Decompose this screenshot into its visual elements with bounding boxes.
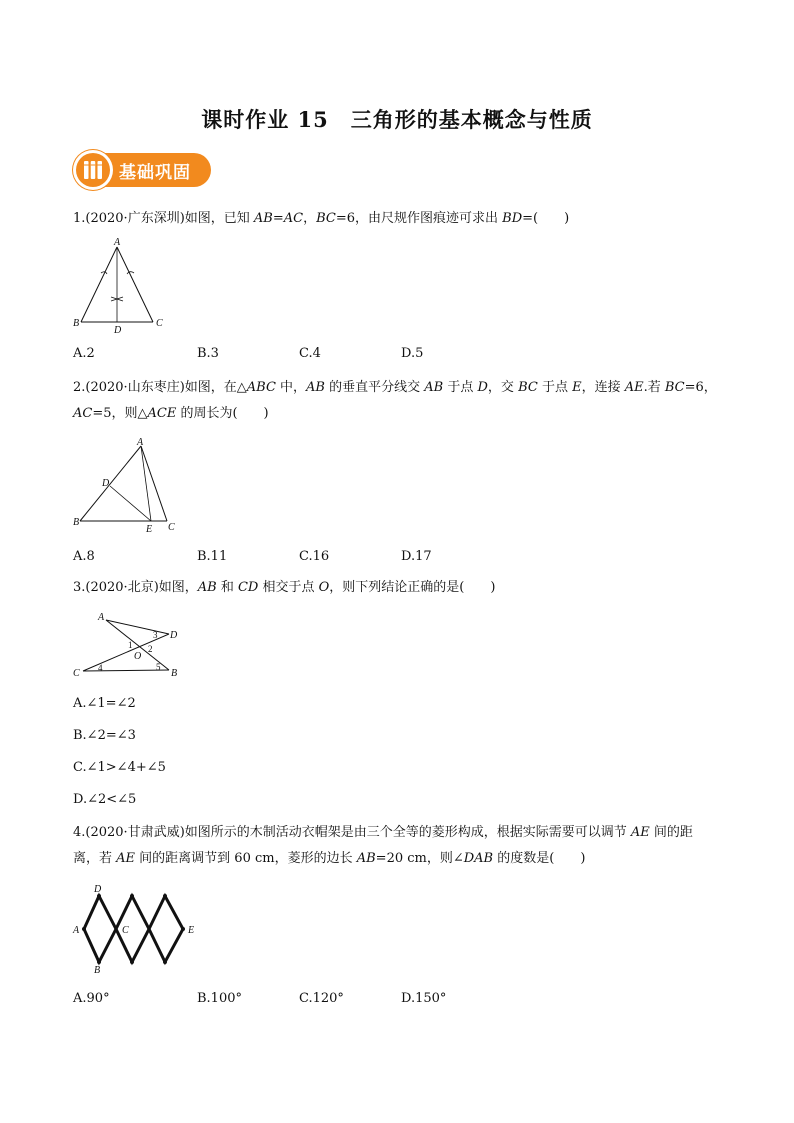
question-4-figure — [73, 883, 203, 978]
question-4-text: 4.(2020·甘肃武威)如图所示的木制活动衣帽架是由三个全等的菱形构成，根据实际需要可以调节 AE 间的距 离，若 AE 间的距离调节到 60 cm，菱形的边长 AB=20 cm，则∠DAB 的度数是( ) — [73, 825, 693, 866]
q2-option-c[interactable]: C.16 — [299, 549, 330, 564]
q1-option-c[interactable]: C.4 — [299, 346, 321, 361]
q4-label-A: A — [73, 925, 80, 936]
q2-label-D: D — [102, 478, 110, 489]
q2-label-E: E — [146, 524, 153, 535]
q1-label-C: C — [156, 318, 163, 329]
q3-option-b[interactable]: B.∠2=∠3 — [73, 728, 136, 743]
q4-option-d[interactable]: D.150° — [401, 991, 447, 1006]
q1-option-d[interactable]: D.5 — [401, 346, 424, 361]
q1-label-B: B — [73, 318, 80, 329]
q2-label-A: A — [137, 437, 144, 448]
q4-label-C: C — [122, 925, 129, 936]
q1-option-a[interactable]: A.2 — [73, 346, 95, 361]
q1-label-D: D — [114, 325, 122, 336]
title-sub: 三角形的基本概念与性质 — [350, 107, 593, 132]
page-title — [0, 104, 794, 134]
q3-angle-4: 4 — [98, 663, 103, 673]
q3-label-A: A — [98, 612, 105, 623]
books-icon — [82, 159, 104, 181]
q3-angle-3: 3 — [153, 630, 158, 640]
q3-angle-2: 2 — [148, 644, 153, 654]
question-3-text: 3.(2020·北京)如图，AB 和 CD 相交于点 O，则下列结论正确的是( ) — [73, 580, 496, 595]
q3-option-c[interactable]: C.∠1>∠4+∠5 — [73, 760, 166, 775]
q3-label-O: O — [134, 651, 142, 662]
q4-label-E: E — [188, 925, 195, 936]
q3-option-a[interactable]: A.∠1=∠2 — [73, 696, 136, 711]
q2-option-a[interactable]: A.8 — [73, 549, 95, 564]
section-label: 基础巩固 — [119, 163, 191, 183]
question-2-text: 2.(2020·山东枣庄)如图，在△ABC 中，AB 的垂直平分线交 AB 于点 D，交 BC 于点 E，连接 AE.若 BC=6， AC=5，则△ACE 的周长为( ) — [73, 380, 717, 421]
question-2-figure — [73, 437, 183, 535]
q1-label-A: A — [114, 237, 121, 248]
q3-label-C: C — [73, 668, 80, 679]
q3-option-d[interactable]: D.∠2<∠5 — [73, 792, 137, 807]
question-1-text: 1.(2020·广东深圳)如图，已知 AB=AC，BC=6，由尺规作图痕迹可求出 BD=( ) — [73, 211, 570, 226]
q4-label-D: D — [94, 884, 102, 895]
q3-angle-5: 5 — [156, 662, 161, 672]
q2-option-b[interactable]: B.11 — [197, 549, 228, 564]
question-3-figure — [73, 610, 188, 680]
q2-label-B: B — [73, 517, 80, 528]
q3-label-D: D — [170, 630, 178, 641]
q3-angle-1: 1 — [128, 640, 133, 650]
q4-label-B: B — [94, 965, 101, 976]
q4-option-a[interactable]: A.90° — [73, 991, 110, 1006]
question-1-figure — [73, 236, 173, 336]
q2-option-d[interactable]: D.17 — [401, 549, 432, 564]
title-main: 课时作业 15 — [201, 107, 329, 132]
section-badge — [73, 150, 213, 190]
q1-option-b[interactable]: B.3 — [197, 346, 219, 361]
q4-option-c[interactable]: C.120° — [299, 991, 344, 1006]
q4-option-b[interactable]: B.100° — [197, 991, 242, 1006]
q2-label-C: C — [168, 522, 175, 533]
q3-label-B: B — [171, 668, 178, 679]
